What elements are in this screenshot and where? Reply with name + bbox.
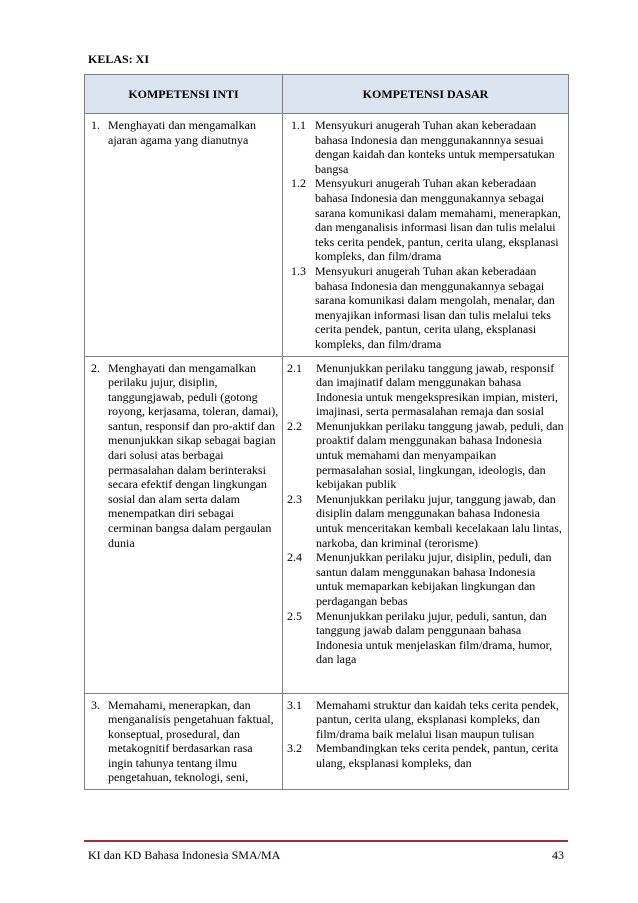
ki-number: 3.: [91, 697, 100, 712]
kd-item: [287, 118, 564, 176]
kd-item: [287, 492, 564, 550]
kd-number: 2.5: [287, 608, 302, 623]
kd-item: [287, 550, 564, 608]
kd-item: [287, 698, 564, 742]
kd-item: [287, 419, 564, 492]
table-row: [85, 693, 569, 790]
kd-number: 1.1: [291, 118, 306, 132]
kd-number: 1.3: [291, 263, 306, 278]
ki-item: [91, 698, 279, 786]
kd-cell: [283, 114, 569, 357]
class-heading: KELAS: XI: [88, 52, 150, 66]
kd-item: [287, 741, 564, 770]
table-row: [85, 114, 569, 357]
kd-number: 2.2: [287, 418, 302, 433]
ki-text: Menghayati dan mengamalkan perilaku jujur, disiplin, tanggungjawab, peduli (gotong royong, kerjasama, toleran, damai), santun, responsif dan pro-aktif dan menunjukkan sikap sebagai bagian dari solusi atas berbagai permasalahan dalam berinteraksi secara efektif dengan lingkungan sosial dan alam serta dalam menempatkan diri sebagai cerminan bangsa dalam pergaulan dunia: [108, 360, 279, 550]
ki-text: Memahami, menerapkan, dan menganalisis pengetahuan faktual, konseptual, prosedural, dan metakognitif berdasarkan rasa ingin tahunya tentang ilmu pengetahuan, teknologi, seni,: [108, 697, 274, 785]
kd-text: Menunjukkan perilaku jujur, tanggung jawab, dan disiplin dalam menggunakan bahasa Indonesia untuk menceritakan kembali kecelakaan lalu lintas, narkoba, dan kriminal (terorisme): [316, 491, 562, 550]
competency-table: [84, 74, 569, 790]
kd-text: Mensyukuri anugerah Tuhan akan keberadaan bahasa Indonesia dan menggunakannya sebagai sarana komunikasi dalam mengolah, menalar, dan menyajikan informasi lisan dan tulis melalui teks cerita pendek, pantun, cerita ulang, eksplanasi kompleks, dan film/drama: [315, 263, 555, 351]
kd-text: Menunjukkan perilaku tanggung jawab, responsif dan imajinatif dalam menggunakan bahasa Indonesia untuk mengekspresikan impian, misteri, imajinasi, serta permasalahan remaja dan sosial: [316, 360, 558, 419]
kd-text: Menunjukkan perilaku tanggung jawab, peduli, dan proaktif dalam menggunakan bahasa Indonesia untuk memahami dan menyampaikan permasalahan sosial, lingkungan, ideologis, dan kebijakan publik: [316, 418, 564, 492]
kd-number: 2.3: [287, 491, 302, 506]
page-number: 43: [552, 848, 564, 862]
kd-text: Menunjukkan perilaku jujur, disiplin, peduli, dan santun dalam menggunakan bahasa Indonesia untuk memaparkan kebijakan lingkungan dan perdagangan bebas: [316, 550, 552, 608]
kd-text: Menunjukkan perilaku jujur, peduli, santun, dan tanggung jawab dalam penggunaan bahasa Indonesia untuk menjelaskan film/drama, humor, dan laga: [316, 608, 553, 667]
kd-item: [287, 176, 564, 264]
table-row: [85, 356, 569, 693]
kd-number: 2.4: [287, 550, 302, 565]
ki-cell: [85, 693, 283, 790]
kd-text: Mensyukuri anugerah Tuhan akan keberadaan bahasa Indonesia dan menggunakannnya sesuai dengan kaidah dan konteks untuk mempersatukan bangsa: [315, 118, 555, 176]
kd-cell: [283, 693, 569, 790]
kd-cell: [283, 356, 569, 693]
kd-number: 3.1: [287, 697, 302, 712]
kd-text: Memahami struktur dan kaidah teks cerita pendek, pantun, cerita ulang, eksplanasi kompleks, dan film/drama baik melalui lisan maupun tulisan: [316, 697, 559, 741]
ki-cell: [85, 356, 283, 693]
ki-text: Menghayati dan mengamalkan ajaran agama yang dianutnya: [108, 118, 256, 147]
kd-text: Membandingkan teks cerita pendek, pantun, cerita ulang, eksplanasi kompleks, dan: [316, 741, 559, 770]
ki-cell: [85, 114, 283, 357]
ki-number: 1.: [91, 118, 100, 132]
ki-item: [91, 118, 279, 147]
footer-title: KI dan KD Bahasa Indonesia SMA/MA: [88, 848, 281, 862]
kd-text: Mensyukuri anugerah Tuhan akan keberadaan bahasa Indonesia dan menggunakannya sebagai sarana komunikasi dalam memahami, menerapkan, dan menganalisis informasi lisan dan tulis melalui teks cerita pendek, pantun, cerita ulang, eksplanasi kompleks, dan film/drama: [315, 176, 561, 264]
ki-number: 2.: [91, 360, 100, 375]
header-kompetensi-dasar: KOMPETENSI DASAR: [283, 75, 569, 114]
footer-rule: [84, 840, 568, 842]
kd-item: [287, 361, 564, 419]
kd-item: [287, 264, 564, 352]
ki-item: [91, 361, 279, 551]
kd-number: 1.2: [291, 176, 306, 191]
kd-number: 3.2: [287, 741, 302, 756]
table-header-row: [85, 75, 569, 114]
kd-item: [287, 609, 564, 667]
kd-number: 2.1: [287, 360, 302, 375]
header-kompetensi-inti: KOMPETENSI INTI: [85, 75, 283, 114]
